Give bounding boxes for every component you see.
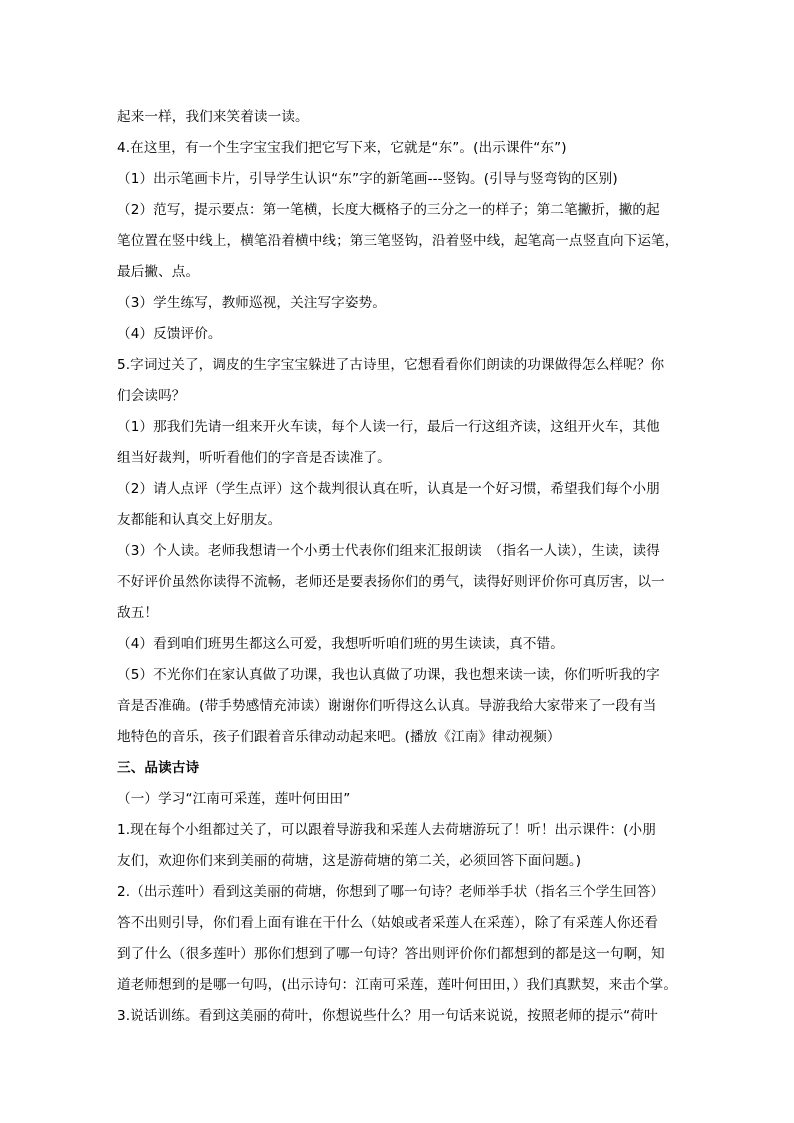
text-line: 友们，欢迎你们来到美丽的荷塘，这是游荷塘的第二关，必须回答下面问题。): [117, 853, 582, 869]
text-line: 敌五！: [117, 605, 159, 621]
text-line: 音是否准确。(带手势感情充沛读）谢谢你们听得这么认真。导游我给大家带来了一段有当: [117, 698, 657, 714]
text-line: 不好评价虽然你读得不流畅，老师还是要表扬你们的勇气，读得好则评价你可真厉害，以一: [117, 574, 665, 590]
section-heading: 三、品读古诗: [117, 760, 200, 776]
text-line: 起来一样，我们来笑着读一读。: [117, 109, 309, 125]
text-line: 4.在这里，有一个生字宝宝我们把它写下来，它就是“东”。(出示课件“东”): [117, 140, 567, 156]
text-line: 最后撇、点。: [117, 264, 200, 280]
text-line: 笔位置在竖中线上，横笔沿着横中线；第三笔竖钩，沿着竖中线，起笔高一点竖直向下运笔，: [117, 233, 679, 249]
text-line: 地特色的音乐，孩子们跟着音乐律动动起来吧。(播放《江南》律动视频）: [117, 729, 561, 745]
text-line: （一）学习“江南可采莲，莲叶何田田”: [117, 791, 351, 807]
text-line: 3.说话训练。看到这美丽的荷叶，你想说些什么？用一句话来说说，按照老师的提示“荷叶: [117, 1008, 658, 1024]
text-line: 2.（出示莲叶）看到这美丽的荷塘，你想到了哪一句诗？老师举手状（指名三个学生回答）: [117, 884, 665, 900]
text-line: 们会读吗？: [117, 388, 186, 404]
text-line: （5）不光你们在家认真做了功课，我也认真做了功课，我也想来读一读，你们听听我的字: [117, 667, 660, 683]
text-line: 组当好裁判，听听看他们的字音是否读准了。: [117, 450, 391, 466]
text-line: （3）学生练写，教师巡视，关注写字姿势。: [117, 295, 386, 311]
document-body: [117, 102, 677, 1032]
text-line: （4）看到咱们班男生都这么可爱，我想听听咱们班的男生读读，真不错。: [117, 636, 564, 652]
text-line: （1）出示笔画卡片，引导学生认识“东”字的新笔画---竖钩。(引导与竖弯钩的区别): [117, 171, 618, 187]
text-line: （4）反馈评价。: [117, 326, 222, 342]
text-line: 1.现在每个小组都过关了，可以跟着导游我和采莲人去荷塘游玩了！听！出示课件：(小朋: [117, 822, 656, 838]
text-line: （2）范写，提示要点：第一笔横，长度大概格子的三分之一的样子；第二笔撇折，撇的起: [117, 202, 660, 218]
text-line: （2）请人点评（学生点评）这个裁判很认真在听，认真是一个好习惯，希望我们每个小朋: [117, 481, 660, 497]
text-line: 友都能和认真交上好朋友。: [117, 512, 282, 528]
text-line: 到了什么（很多莲叶）那你们想到了哪一句诗？答出则评价你们都想到的都是这一句啊，知: [117, 946, 665, 962]
text-line: （1）那我们先请一组来开火车读，每个人读一行，最后一行这组齐读，这组开火车，其他: [117, 419, 660, 435]
text-line: 答不出则引导，你们看上面有谁在干什么（姑娘或者采莲人在采莲），除了有采莲人你还看: [117, 915, 658, 931]
text-line: （3）个人读。老师我想请一个小勇士代表你们组来汇报朗读 （指名一人读），生读，读得: [117, 543, 660, 559]
text-line: 5.字词过关了，调皮的生字宝宝躲进了古诗里，它想看看你们朗读的功课做得怎么样呢？你: [117, 357, 665, 373]
text-line: 道老师想到的是哪一句吗，(出示诗句：江南可采莲，莲叶何田田，）我们真默契，来击个掌。: [117, 977, 678, 993]
